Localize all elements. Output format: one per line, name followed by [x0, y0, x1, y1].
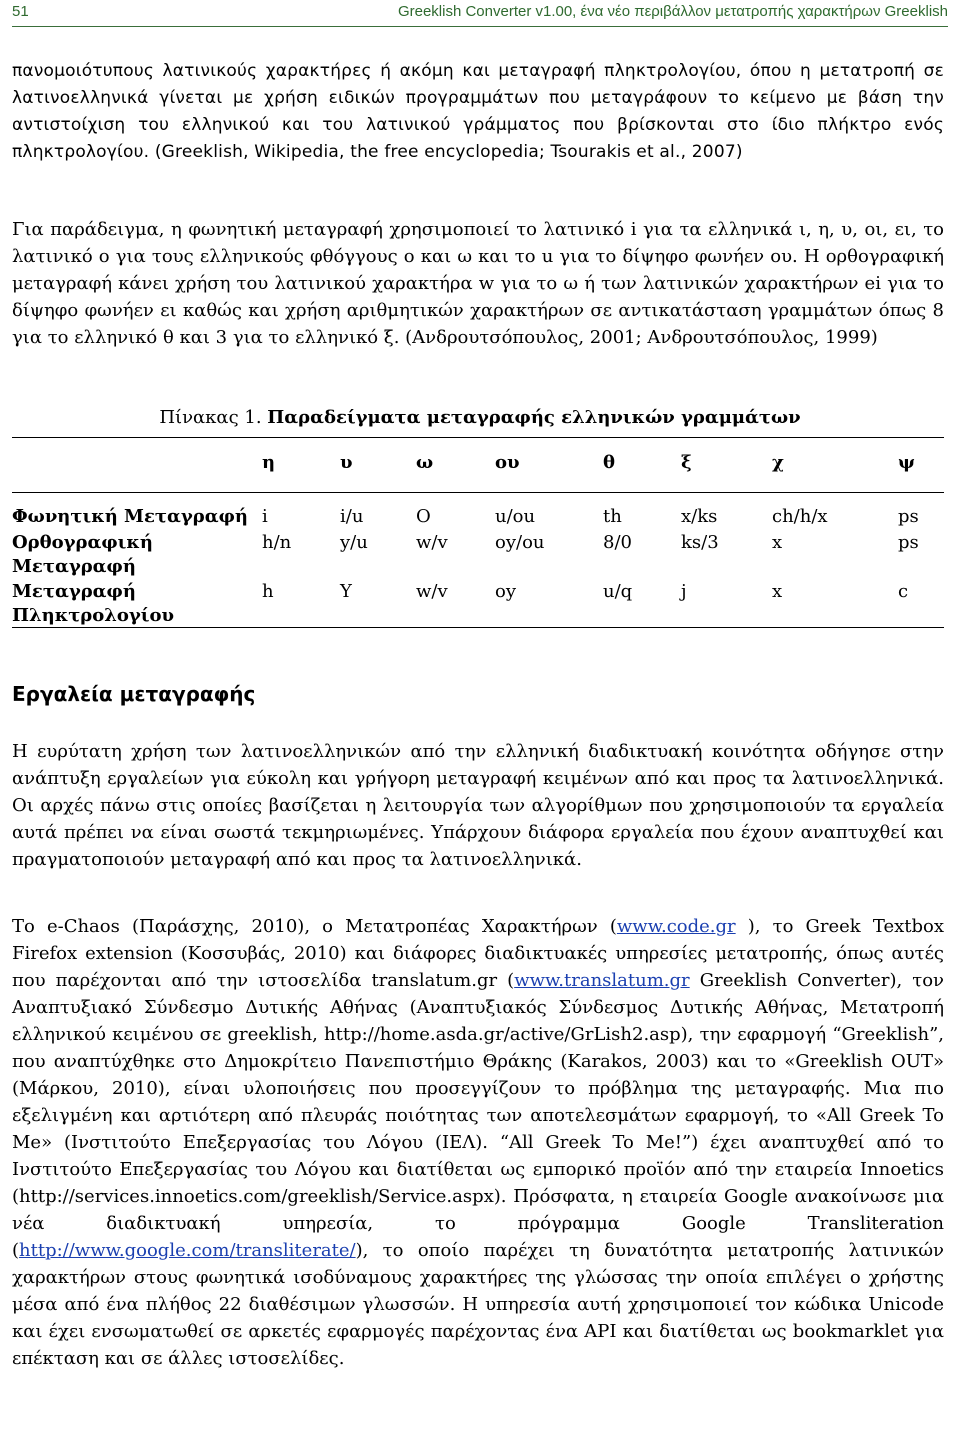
table-caption-title: Παραδείγματα μεταγραφής ελληνικών γραμμάτων [267, 407, 801, 428]
intro-paragraph-2: Για παράδειγμα, η φωνητική μεταγραφή χρησιμοποιεί το λατινικό i για τα ελληνικά ι, η, υ, οι, ει, το λατινικό o για τους ελληνικούς φθόγγους ο και ω και το u για το δίψηφο φωνήεν ου. Η ορθογραφική μεταγραφή κάνει χρήση του λατινικού χαρακτήρα w για το ω ή των λατινικών χαρακτήρων ei για το δίψηφο φωνήεν ει καθώς και χρήση αριθμητικών χαρακτήρων σε αντικατάσταση γραμμάτων όπως 8 για το ελληνικό θ και 3 για το ελληνικό ξ. (Ανδρουτσόπουλος, 2001; Ανδρουτσόπουλος, 1999) [12, 219, 944, 348]
table-header-rule [12, 492, 944, 493]
table-cell: ch/h/x [772, 506, 828, 527]
text-run: ), το οποίο παρέχει τη δυνατότητα μετατροπής λατινικών χαρακτήρων στους φωνητικά ισοδύναμους χαρακτήρες της γλώσσας την οποία επιλέγει ο χρήστης μέσα από ένα πλήθος 22 διαθέσιμων γλωσσών. Η υπηρεσία αυτή χρησιμοποιεί τον κώδικα Unicode και έχει ενσωματωθεί σε αρκετές εφαρμογές παρέχοντας ένα API και διατίθεται ως bookmarklet για επέκταση και σε άλλες ιστοσελίδες. [12, 1240, 944, 1369]
page-header [12, 0, 948, 27]
table-cell: ks/3 [681, 532, 719, 553]
page-number: 51 [12, 3, 29, 20]
table-cell: th [603, 506, 622, 527]
table-header-cell: ου [495, 452, 520, 473]
link-translatum-gr[interactable]: www.translatum.gr [514, 970, 690, 991]
text-run: Greeklish Converter), τον Αναπτυξιακό Σύνδεσμο Δυτικής Αθήνας (Αναπτυξιακός Σύνδεσμος Δυτικής Αθήνας, Μετατροπή ελληνικού κειμένου σε greeklish, http://home.asda.gr/active/GrLish2.asp), την εφαρμογή “Greeklish”, που αναπτύχθηκε στο Δημοκρίτειο Πανεπιστήμιο Θράκης (Karakos, 2003) και το «Greeklish OUT» (Μάρκου, 2010), είναι υλοποιήσεις που προσεγγίζουν το πρόβλημα της μεταγραφής. Μια πιο εξελιγμένη και αρτιότερη από πλευράς ποιότητας των αποτελεσμάτων εφαρμογή, το «All Greek To Me» (Ινστιτούτο Επεξεργασίας του Λόγου (ΙΕΛ). “All Greek To Me!”) έχει αναπτυχθεί από το Ινστιτούτο Επεξεργασίας του Λόγου και διατίθεται ως εμπορικό προϊόν από την εταιρεία Innoetics (http://services.innoetics.com/greeklish/Service.aspx). Πρόσφατα, η εταιρεία Google ανακοίνωσε μια νέα διαδικτυακή υπηρεσία, το πρόγραμμα Google Transliteration ( [12, 970, 945, 1261]
table-cell: h [262, 581, 274, 602]
section-heading: Εργαλεία μεταγραφής [12, 682, 256, 706]
table-header-cell: χ [772, 452, 784, 473]
table-cell: Y [340, 581, 352, 602]
table-cell: w/v [416, 581, 448, 602]
table-row-label: Ορθογραφική [12, 532, 153, 553]
table-cell: i [262, 506, 268, 527]
section-paragraph-2 [12, 913, 944, 1372]
link-google-transliterate[interactable]: http://www.google.com/transliterate/ [19, 1240, 356, 1261]
table-header-cell: ψ [898, 452, 915, 473]
table-cell: ps [898, 506, 919, 527]
table-cell: x/ks [681, 506, 718, 527]
table-header-cell: ξ [681, 452, 692, 473]
text-run: Το e-Chaos (Παράσχης, 2010), ο Μετατροπέας Χαρακτήρων ( [12, 916, 617, 937]
table-cell: O [416, 506, 431, 527]
table-caption-prefix: Πίνακας 1. [159, 407, 262, 428]
table-cell: j [681, 581, 687, 602]
table-cell: h/n [262, 532, 292, 553]
table-cell: oy/ou [495, 532, 545, 553]
table-row-label: Μεταγραφή [12, 581, 136, 602]
table-cell: x [772, 532, 783, 553]
section-paragraph-1: Η ευρύτατη χρήση των λατινοελληνικών από την ελληνική διαδικτυακή κοινότητα οδήγησε στην ανάπτυξη εργαλείων για εύκολη και γρήγορη μεταγραφή κειμένων από και προς τα λατινοελληνικά. Οι αρχές πάνω στις οποίες βασίζεται η λειτουργία των αλγορίθμων που χρησιμοποιούν τα εργαλεία αυτά πρέπει να είναι σωστά τεκμηριωμένες. Υπάρχουν διάφορα εργαλεία που έχουν αναπτυχθεί και πραγματοποιούν μεταγραφή από και προς τα λατινοελληνικά. [12, 741, 944, 870]
table-cell: u/q [603, 581, 633, 602]
table-cell: y/u [340, 532, 368, 553]
table-top-rule [12, 437, 944, 438]
table-header-cell: η [262, 452, 276, 473]
table-cell: ps [898, 532, 919, 553]
table-caption [0, 407, 960, 428]
table-cell: i/u [340, 506, 364, 527]
table-cell: c [898, 581, 909, 602]
text-run: ), το Greek Textbox Firefox extension (Κοσσυβάς, 2010) και διάφορες διαδικτυακές υπηρεσίες μετατροπής, όπως αυτές που παρέχονται από την ιστοσελίδα translatum.gr ( [12, 916, 944, 991]
intro-paragraph-1: πανομοιότυπους λατινικούς χαρακτήρες ή ακόμη και μεταγραφή πληκτρολογίου, όπου η μετατροπή σε λατινοελληνικά γίνεται με χρήση ειδικών προγραμμάτων που μεταγράφουν το κείμενο με βάση την αντιστοίχιση του ελληνικού και του λατινικού γράμματος που βρίσκονται στο ίδιο πλήκτρο ενός πληκτρολογίου. (Greeklish, Wikipedia, the free encyclopedia; Tsourakis et al., 2007) [12, 61, 944, 162]
table-header-cell: θ [603, 452, 616, 473]
link-code-gr[interactable]: www.code.gr [616, 916, 736, 937]
running-title: Greeklish Converter v1.00, ένα νέο περιβάλλον μετατροπής χαρακτήρων Greeklish [397, 3, 948, 20]
table-row-label-line2: Πληκτρολογίου [12, 605, 174, 626]
table-cell: u/ou [495, 506, 536, 527]
table-row-label: Φωνητική Μεταγραφή [12, 506, 248, 527]
table-header-cell: υ [340, 452, 353, 473]
table-header-cell: ω [416, 452, 434, 473]
table-cell: 8/0 [603, 532, 632, 553]
table-cell: w/v [416, 532, 448, 553]
table-row-label-line2: Μεταγραφή [12, 556, 136, 577]
table-cell: oy [495, 581, 517, 602]
table-cell: x [772, 581, 783, 602]
